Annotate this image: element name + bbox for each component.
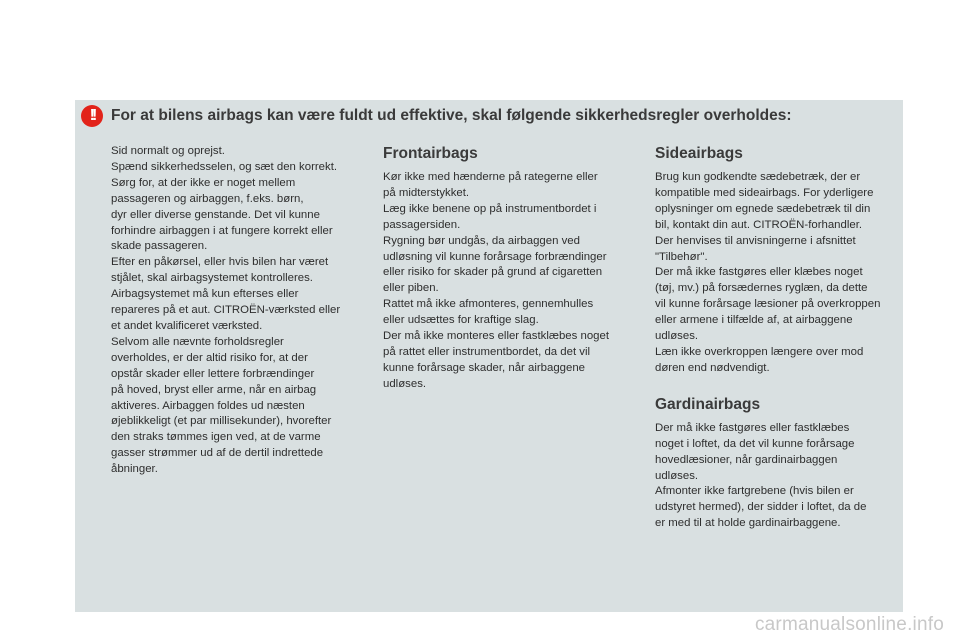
text-line: Rygning bør undgås, da airbaggen ved bbox=[383, 234, 580, 247]
text-line: Sørg for, at der ikke er noget mellem bbox=[111, 176, 296, 189]
gardinairbags-title: Gardinairbags bbox=[655, 395, 761, 413]
text-line: eller risiko for skader på grund af cigaretten bbox=[383, 266, 603, 279]
text-line: på midterstykket. bbox=[383, 186, 470, 199]
text-line: udløses. bbox=[655, 330, 699, 343]
text-line: bil, kontakt din aut. CITROËN-forhandler. bbox=[655, 218, 863, 231]
text-line: er med til at holde gardinairbaggene. bbox=[655, 517, 841, 530]
general-rules-text bbox=[111, 144, 366, 478]
text-line: Der henvises til anvisningerne i afsnittet bbox=[655, 234, 856, 247]
text-line: Brug kun godkendte sædebetræk, der er bbox=[655, 171, 861, 183]
text-line: Kør ikke med hænderne på rategerne eller bbox=[383, 171, 598, 183]
text-line: Airbagsystemet må kun efterses eller bbox=[111, 288, 299, 301]
sideairbags-title: Sideairbags bbox=[655, 145, 743, 162]
gardinairbags-text bbox=[655, 421, 905, 532]
text-line: den straks tømmes igen ved, at de varme bbox=[111, 431, 321, 444]
text-line: kompatible med sideairbags. For yderligere bbox=[655, 186, 874, 199]
text-line: øjeblikkeligt (et par millisekunder), hvorefter bbox=[111, 415, 332, 428]
text-line: udløses. bbox=[383, 377, 427, 390]
text-line: åbninger. bbox=[111, 463, 158, 476]
text-line: oplysninger om egnede sædebetræk til din bbox=[655, 202, 871, 215]
text-line: Spænd sikkerhedsselen, og sæt den korrekt. bbox=[111, 160, 338, 173]
text-line: (tøj, mv.) på forsædernes ryglæn, da dette bbox=[655, 282, 868, 295]
frontairbags-section bbox=[383, 144, 638, 393]
text-line: Læg ikke benene op på instrumentbordet i bbox=[383, 202, 597, 215]
text-line: udløsning vil kunne forårsage forbrændinger bbox=[383, 250, 607, 263]
sideairbags-text bbox=[655, 170, 905, 377]
frontairbags-text bbox=[383, 170, 638, 393]
panel-heading: For at bilens airbags kan være fuldt ud effektive, skal følgende sikkerhedsregler overholdes: bbox=[111, 107, 792, 124]
text-line: "Tilbehør". bbox=[655, 250, 708, 263]
text-line: eller piben. bbox=[383, 282, 439, 295]
text-line: Efter en påkørsel, eller hvis bilen har været bbox=[111, 256, 329, 269]
text-line: dyr eller diverse genstande. Det vil kunne bbox=[111, 208, 320, 221]
text-line: Der må ikke monteres eller fastklæbes noget bbox=[383, 330, 610, 343]
text-line: repareres på et aut. CITROËN-værksted eller bbox=[111, 304, 341, 317]
text-line: Sid normalt og oprejst. bbox=[111, 145, 225, 157]
text-line: Afmonter ikke fartgrebene (hvis bilen er bbox=[655, 485, 854, 498]
text-line: stjålet, skal airbagsystemet kontrolleres. bbox=[111, 272, 313, 285]
text-line: kunne forårsage skader, når airbaggene bbox=[383, 361, 586, 374]
sideairbags-section bbox=[655, 144, 905, 532]
text-line: forhindre airbaggen i at fungere korrekt eller bbox=[111, 224, 333, 237]
text-line: døren end nødvendigt. bbox=[655, 361, 770, 374]
text-line: Der må ikke fastgøres eller klæbes noget bbox=[655, 266, 863, 279]
text-line: eller armene i tilfælde af, at airbaggene bbox=[655, 314, 853, 327]
text-line: på rattet eller instrumentbordet, da det vil bbox=[383, 345, 591, 358]
text-line: Der må ikke fastgøres eller fastklæbes bbox=[655, 421, 850, 434]
text-line: gasser strømmer ud af de dertil indrettede bbox=[111, 447, 324, 460]
text-line: noget i loftet, da det vil kunne forårsage bbox=[655, 437, 855, 450]
text-line: på hoved, bryst eller arme, når en airbag bbox=[111, 383, 317, 396]
text-line: udløses. bbox=[655, 469, 699, 482]
text-line: aktiveres. Airbaggen foldes ud næsten bbox=[111, 399, 305, 412]
text-line: udstyret hermed), der sidder i loftet, da de bbox=[655, 501, 867, 514]
text-line: hovedlæsioner, når gardinairbaggen bbox=[655, 453, 838, 466]
text-line: eller udsættes for kraftige slag. bbox=[383, 314, 539, 327]
text-line: skade passageren. bbox=[111, 240, 208, 253]
text-line: et andet kvalificeret værksted. bbox=[111, 319, 263, 332]
frontairbags-title: Frontairbags bbox=[383, 145, 478, 162]
general-rules-column bbox=[111, 144, 366, 478]
text-line: opstår skader eller lettere forbrændinger bbox=[111, 367, 315, 380]
text-line: Selvom alle nævnte forholdsregler bbox=[111, 335, 284, 348]
text-line: overholdes, er der altid risiko for, at der bbox=[111, 351, 308, 364]
text-line: Læn ikke overkroppen længere over mod bbox=[655, 345, 864, 358]
text-line: Rattet må ikke afmonteres, gennemhulles bbox=[383, 298, 594, 311]
text-line: passagersiden. bbox=[383, 218, 461, 231]
text-line: passageren og airbaggen, f.eks. børn, bbox=[111, 192, 304, 205]
watermark: carmanualsonline.info bbox=[754, 614, 944, 635]
text-line: vil kunne forårsage læsioner på overkroppen bbox=[655, 298, 881, 311]
warning-exclamation-icon: !! bbox=[81, 105, 103, 127]
